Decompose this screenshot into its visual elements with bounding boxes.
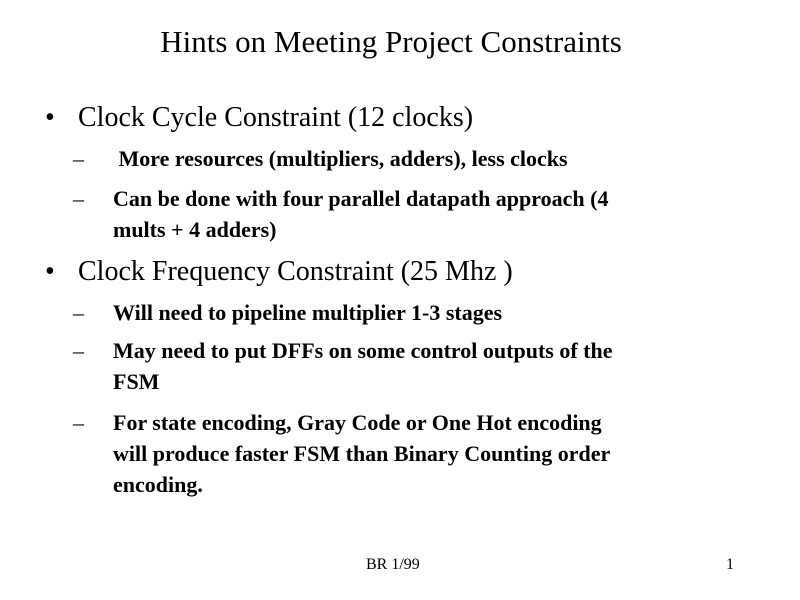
sub-bullet-line: FSM xyxy=(113,369,160,394)
sub-bullet-line: More resources (multipliers, adders), less clocks xyxy=(113,146,568,171)
sub-bullet-state-encoding xyxy=(73,407,610,500)
sub-bullet-marker: – xyxy=(73,300,84,325)
bullet-clock-frequency xyxy=(45,256,513,288)
sub-bullet-line: mults + 4 adders) xyxy=(113,217,277,242)
sub-bullet-parallel-datapath xyxy=(73,183,608,245)
bullet-marker: • xyxy=(45,102,55,133)
sub-bullet-line: Will need to pipeline multiplier 1-3 stages xyxy=(113,300,503,325)
sub-bullet-marker: – xyxy=(73,338,84,363)
sub-bullet-pipeline xyxy=(73,297,502,328)
sub-bullet-line: will produce faster FSM than Binary Counting order xyxy=(113,441,611,466)
sub-bullet-line: For state encoding, Gray Code or One Hot encoding xyxy=(113,410,602,435)
sub-bullet-line: Can be done with four parallel datapath approach (4 xyxy=(113,186,609,211)
page-number: 1 xyxy=(726,556,734,573)
bullet-text: Clock Frequency Constraint (25 Mhz ) xyxy=(78,256,513,287)
sub-bullet-marker: – xyxy=(73,410,84,435)
bullet-marker: • xyxy=(45,256,55,287)
slide-title: Hints on Meeting Project Constraints xyxy=(160,24,622,59)
footer-label: BR 1/99 xyxy=(366,556,420,573)
sub-bullet-line: May need to put DFFs on some control outputs of the xyxy=(113,338,613,363)
bullet-clock-cycle xyxy=(45,102,473,134)
sub-bullet-more-resources xyxy=(73,143,568,174)
sub-bullet-dffs xyxy=(73,335,612,397)
bullet-text: Clock Cycle Constraint (12 clocks) xyxy=(78,102,474,133)
sub-bullet-marker: – xyxy=(73,146,84,171)
sub-bullet-line: encoding. xyxy=(113,472,203,497)
sub-bullet-marker: – xyxy=(73,186,84,211)
